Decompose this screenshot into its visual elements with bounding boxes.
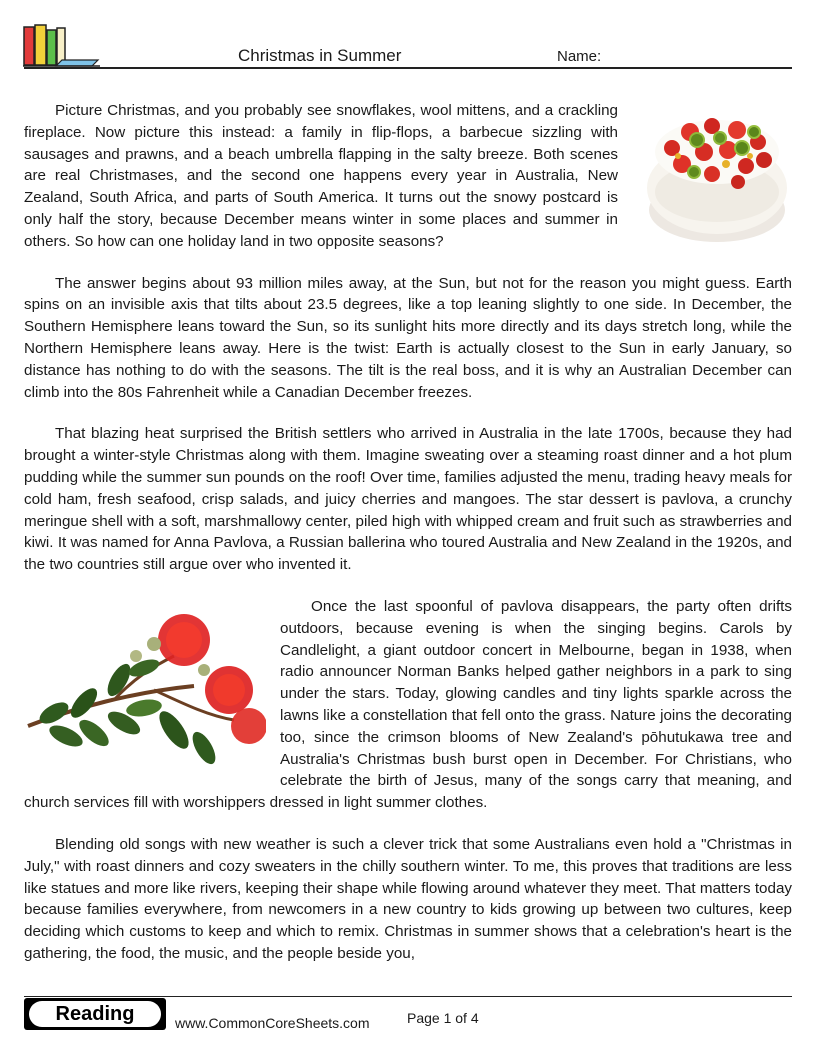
pavlova-dessert-image (642, 100, 792, 260)
site-url: www.CommonCoreSheets.com (175, 1015, 370, 1031)
paragraph-5: Blending old songs with new weather is such a clever trick that some Australians even hold a "Christmas in July," with roast dinners and cozy sweaters in the chilly southern winter. To me, this proves that traditions are less like statues and more like rivers, keeping their shape while flowing around whatever they meet. That matters today because families everywhere, from newcomers in a new country to kids growing up between two cultures, keep deciding which customs to keep and which to remix. Christmas in summer shows that a celebration's heart is the gathering, the food, the music, and the people beside you, (24, 835, 792, 962)
name-label: Name: (557, 48, 602, 65)
paragraph-4: Once the last spoonful of pavlova disappears, the party often drifts outdoors, because evening is when the singing begins. Carols by Candlelight, a giant outdoor concert in Melbourne, began in 1938, when radio announcer Norman Banks helped gather neighbors in a park to sing under the stars. Today, glowing candles and tiny lights sparkle across the lawns like a constellation that fell onto the grass. Nature joins the decorating too, since the crimson blooms of New Zealand's pōhutukawa tree and Australia's Christmas bush burst open in December. For Christians, who celebrate the birth of Jesus, many of the songs carry that meaning, and church services fill with worshippers dressed in light summer clothes. (24, 597, 792, 812)
page-number: Page 1 of 4 (407, 1010, 479, 1026)
article-body (24, 100, 792, 985)
worksheet-title: Christmas in Summer (238, 46, 402, 65)
footer-divider (24, 996, 792, 997)
header-divider (24, 67, 792, 69)
paragraph-1: Picture Christmas, and you probably see snowflakes, wool mittens, and a crackling fireplace. Now picture this instead: a family in flip-flops, a barbecue sizzling with sausages and prawns, and a beach umbrella flapping in the salty breeze. Both scenes are real Christmases, and the second one happens every year in Australia, New Zealand, South Africa, and parts of South America. It turns out the snowy postcard is only half the story, because December means winter in some places and summer in others. So how can one holiday land in two opposite seasons? (24, 102, 618, 250)
reading-badge-label: Reading (29, 1001, 161, 1027)
paragraph-2: The answer begins about 93 million miles away, at the Sun, but not for the reason you might guess. Earth spins on an invisible axis that tilts about 23.5 degrees, like a top leaning slightly to one side. In December, the Southern Hemisphere leans toward the Sun, so its sunlight hits more directly and its days stretch long, while the Northern Hemisphere leans away. Here is the twist: Earth is actually closest to the Sun in early January, so distance has nothing to do with the seasons. The tilt is the real boss, and it is why an Australian December can climb into the 80s Fahrenheit while a Canadian December freezes. (24, 274, 792, 401)
reading-badge (24, 998, 166, 1030)
paragraph-3: That blazing heat surprised the British settlers who arrived in Australia in the late 1700s, because they had brought a winter-style Christmas along with them. Imagine sweating over a steaming roast dinner and a hot plum pudding while the summer sun pounds on the roof! Over time, families adjusted the menu, trading heavy meals for cold ham, fresh seafood, crisp salads, and juicy cherries and mangoes. The star dessert is pavlova, a crunchy meringue shell with a soft, marshmallowy center, piled high with whipped cream and fruit such as strawberries and kiwi. It was named for Anna Pavlova, a Russian ballerina who toured Australia and New Zealand in the 1920s, and the two countries still argue over who invented it. (24, 425, 792, 574)
pohutukawa-flower-image (24, 608, 266, 773)
books-logo-icon (22, 24, 102, 68)
